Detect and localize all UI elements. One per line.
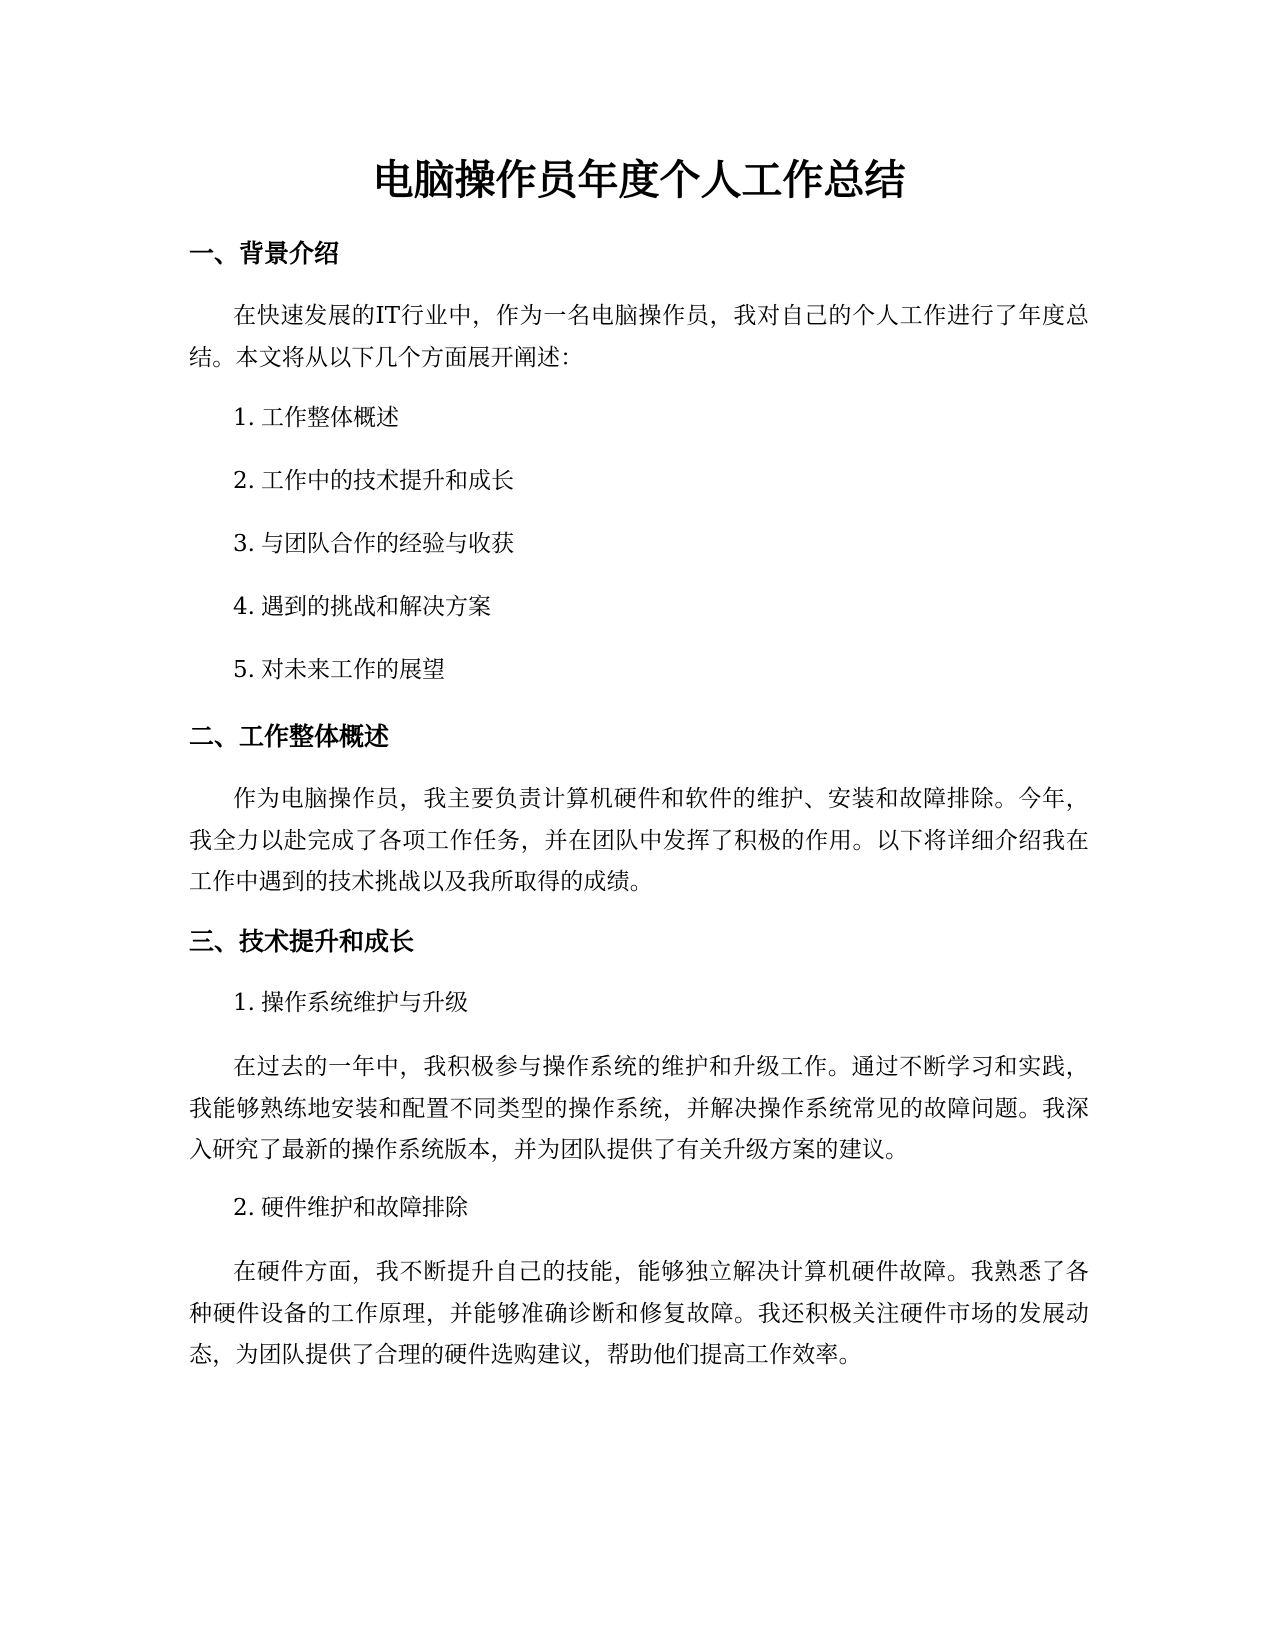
list-item-number: 5. xyxy=(233,657,255,683)
list-item xyxy=(233,527,514,561)
list-item-text: 与团队合作的经验与收获 xyxy=(260,531,514,557)
list-item-text: 对未来工作的展望 xyxy=(260,657,445,683)
section-heading-background: 一、背景介绍 xyxy=(189,239,340,268)
subsection-number: 2. xyxy=(233,1195,255,1221)
subsection-text: 硬件维护和故障排除 xyxy=(260,1195,468,1221)
list-item-text: 工作整体概述 xyxy=(260,405,399,431)
list-item-number: 1. xyxy=(233,405,255,431)
list-item xyxy=(233,401,399,435)
paragraph-intro: 在快速发展的IT行业中，作为一名电脑操作员，我对自己的个人工作进行了年度总结。本文将从以下几个方面展开阐述： xyxy=(189,303,1089,371)
subsection-text: 操作系统维护与升级 xyxy=(260,990,468,1016)
list-item xyxy=(233,464,514,498)
list-item xyxy=(233,653,445,687)
list-item-number: 3. xyxy=(233,531,255,557)
list-item-text: 遇到的挑战和解决方案 xyxy=(260,594,491,620)
subsection-title xyxy=(233,1191,468,1225)
subsection-number: 1. xyxy=(233,990,255,1016)
page-title: 电脑操作员年度个人工作总结 xyxy=(372,156,906,204)
section-heading-overview: 二、工作整体概述 xyxy=(189,722,390,751)
list-item xyxy=(233,590,491,624)
list-item-number: 2. xyxy=(233,468,255,494)
paragraph-hardware-maintenance: 在硬件方面，我不断提升自己的技能，能够独立解决计算机硬件故障。我熟悉了各种硬件设备的工作原理，并能够准确诊断和修复故障。我还积极关注硬件市场的发展动态，为团队提供了合理的硬件选购建议，帮助他们提高工作效率。 xyxy=(189,1259,1089,1368)
paragraph-os-maintenance: 在过去的一年中，我积极参与操作系统的维护和升级工作。通过不断学习和实践，我能够熟练地安装和配置不同类型的操作系统，并解决操作系统常见的故障问题。我深入研究了最新的操作系统版本，并为团队提供了有关升级方案的建议。 xyxy=(189,1054,1089,1163)
list-item-number: 4. xyxy=(233,594,255,620)
section-heading-tech-growth: 三、技术提升和成长 xyxy=(189,927,415,956)
paragraph-overview: 作为电脑操作员，我主要负责计算机硬件和软件的维护、安装和故障排除。今年，我全力以赴完成了各项工作任务，并在团队中发挥了积极的作用。以下将详细介绍我在工作中遇到的技术挑战以及我所取得的成绩。 xyxy=(189,786,1089,895)
subsection-title xyxy=(233,986,468,1020)
list-item-text: 工作中的技术提升和成长 xyxy=(260,468,514,494)
